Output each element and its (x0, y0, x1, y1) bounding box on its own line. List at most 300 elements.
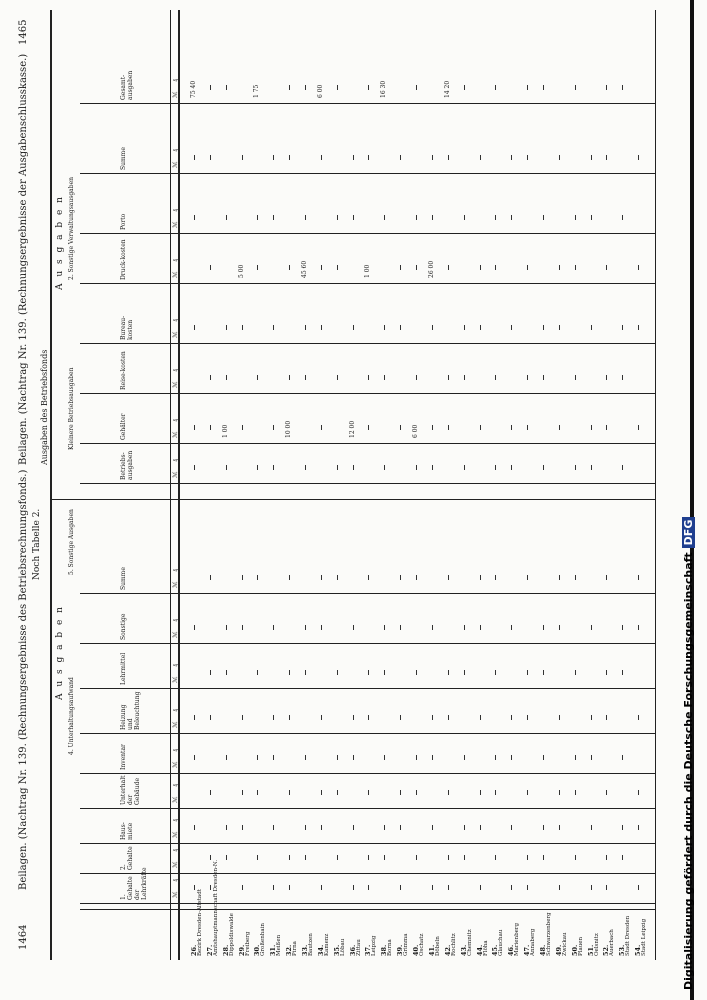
cell-dash (622, 625, 623, 630)
cell-dash (210, 885, 211, 890)
row-label: Rochlitz (450, 933, 457, 956)
cell-dash (194, 215, 195, 220)
cell-value: 14 20 (443, 80, 451, 98)
cell-dash (416, 85, 417, 90)
column-header: Gesamt-ausgaben (120, 70, 134, 100)
unit-mark: ₰ (172, 619, 179, 622)
cell-dash (321, 715, 322, 720)
cell-dash (416, 670, 417, 675)
row-number: 47. (523, 944, 532, 956)
cell-dash (384, 755, 385, 760)
cell-dash (337, 215, 338, 220)
cell-dash (321, 265, 322, 270)
unit-mark: ₰ (172, 709, 179, 712)
cell-dash (480, 885, 481, 890)
row-label: Dippoldiswalde (228, 913, 235, 956)
column-rule (80, 343, 655, 344)
cell-dash (575, 855, 576, 860)
cell-dash (384, 375, 385, 380)
cell-dash (543, 85, 544, 90)
cell-dash (606, 855, 607, 860)
cell-dash (511, 465, 512, 470)
cell-dash (321, 425, 322, 430)
cell-dash (480, 325, 481, 330)
cell-dash (591, 425, 592, 430)
cell-dash (448, 715, 449, 720)
cell-dash (464, 670, 465, 675)
column-rule (80, 103, 655, 104)
row-label: Glauchau (498, 929, 505, 956)
cell-dash (400, 625, 401, 630)
group-heading-betrieb: Kleinere Betriebsausgaben (68, 367, 75, 450)
cell-dash (400, 575, 401, 580)
cell-dash (622, 755, 623, 760)
cell-dash (638, 425, 639, 430)
unit-mark: ₰ (172, 749, 179, 752)
row-label: Bautzen (308, 933, 315, 956)
cell-dash (368, 375, 369, 380)
cell-dash (305, 85, 306, 90)
cell-dash (559, 885, 560, 890)
row-number: 30. (253, 944, 262, 956)
row-number: 33. (301, 944, 310, 956)
column-header: Porto (120, 213, 127, 230)
cell-dash (622, 215, 623, 220)
cell-dash (464, 755, 465, 760)
cell-dash (305, 375, 306, 380)
column-header: 1. Gehalte der Lehrkräfte (120, 867, 148, 900)
cell-dash (575, 465, 576, 470)
cell-dash (242, 790, 243, 795)
cell-dash (480, 790, 481, 795)
column-rule (80, 773, 655, 774)
cell-dash (242, 715, 243, 720)
cell-value: 5 00 (237, 264, 245, 278)
cell-value: 1 00 (364, 264, 372, 278)
column-header: Betriebs-ausgaben (120, 450, 134, 480)
column-header: Summe (120, 147, 127, 170)
cell-dash (289, 670, 290, 675)
cell-dash (559, 265, 560, 270)
cell-dash (432, 625, 433, 630)
row-number: 39. (396, 944, 405, 956)
cell-dash (638, 625, 639, 630)
cell-dash (495, 790, 496, 795)
row-label: Großenhain (260, 923, 267, 956)
cell-dash (622, 825, 623, 830)
row-label: Oelsnitz (593, 933, 600, 956)
cell-dash (353, 215, 354, 220)
cell-dash (638, 265, 639, 270)
column-header: 2. Gehalte (120, 846, 134, 870)
column-rule (80, 283, 655, 284)
cell-dash (495, 755, 496, 760)
cell-dash (289, 265, 290, 270)
cell-value: 16 30 (380, 80, 388, 98)
row-number: 41. (427, 944, 436, 956)
cell-dash (495, 215, 496, 220)
cell-dash (559, 790, 560, 795)
column-header: Druck-kosten (120, 239, 127, 280)
cell-dash (591, 825, 592, 830)
row-label: Döbeln (434, 936, 441, 956)
cell-dash (606, 155, 607, 160)
cell-dash (400, 825, 401, 830)
cell-dash (400, 155, 401, 160)
cell-dash (321, 575, 322, 580)
cell-dash (400, 325, 401, 330)
cell-dash (368, 85, 369, 90)
cell-dash (495, 855, 496, 860)
cell-dash (511, 755, 512, 760)
cell-dash (543, 855, 544, 860)
cell-dash (591, 325, 592, 330)
cell-dash (591, 155, 592, 160)
cell-value: 6 00 (412, 424, 420, 438)
cell-dash (337, 265, 338, 270)
column-rule (80, 733, 655, 734)
cell-value: 26 00 (427, 260, 435, 278)
cell-dash (384, 625, 385, 630)
header-bottom-rule-2 (178, 10, 180, 960)
unit-mark: ₰ (172, 209, 179, 212)
cell-dash (464, 625, 465, 630)
cell-dash (226, 825, 227, 830)
unit-mark: ₰ (172, 259, 179, 262)
cell-dash (591, 885, 592, 890)
cell-dash (194, 825, 195, 830)
cell-dash (543, 670, 544, 675)
cell-dash (432, 215, 433, 220)
running-title-left: Beilagen. (Nachtrag Nr. 139. (Rechnungsergebnisse des Betriebsrechnungsfonds.) (18, 469, 29, 890)
cell-dash (480, 425, 481, 430)
cell-dash (273, 825, 274, 830)
column-rule (80, 593, 655, 594)
cell-dash (527, 375, 528, 380)
cell-dash (305, 755, 306, 760)
cell-dash (226, 85, 227, 90)
cell-value: 1 00 (221, 424, 229, 438)
cell-dash (622, 670, 623, 675)
cell-dash (242, 155, 243, 160)
dfg-notice: Digitalisierung gefördert durch die Deutsche Forschungsgemeinschaft (682, 552, 695, 990)
cell-dash (543, 755, 544, 760)
cell-dash (416, 375, 417, 380)
row-label-rule (80, 909, 655, 910)
unit-mark: ℳ (172, 831, 179, 838)
column-header: Bureau-kosten (120, 315, 134, 340)
cell-dash (480, 155, 481, 160)
row-label: Marienberg (514, 922, 521, 956)
cell-dash (527, 670, 528, 675)
row-label: Stadt Dresden (625, 915, 632, 956)
cell-dash (511, 885, 512, 890)
cell-dash (321, 885, 322, 890)
cell-dash (337, 575, 338, 580)
cell-dash (416, 790, 417, 795)
column-rule (80, 688, 655, 689)
cell-dash (432, 425, 433, 430)
column-rule (80, 843, 655, 844)
gutter-rule (50, 499, 655, 500)
cell-dash (210, 575, 211, 580)
cell-value: 1 75 (253, 84, 261, 98)
row-number: 27. (205, 944, 214, 956)
cell-dash (368, 715, 369, 720)
cell-dash (226, 670, 227, 675)
unit-mark: ℳ (172, 796, 179, 803)
cell-dash (464, 375, 465, 380)
row-number: 46. (507, 944, 516, 956)
cell-dash (194, 715, 195, 720)
row-number: 43. (459, 944, 468, 956)
row-number: 44. (475, 944, 484, 956)
cell-dash (559, 425, 560, 430)
cell-dash (289, 375, 290, 380)
row-label: Amtshauptmannschaft Dresden-N. (212, 859, 219, 956)
cell-dash (606, 885, 607, 890)
unit-mark: ₰ (172, 79, 179, 82)
cell-dash (559, 625, 560, 630)
cell-dash (242, 575, 243, 580)
cell-dash (591, 465, 592, 470)
page-number-right: 1465 (18, 19, 29, 45)
row-label: Zittau (355, 939, 362, 956)
cell-dash (194, 325, 195, 330)
dfg-footer (682, 90, 695, 990)
cell-dash (480, 825, 481, 830)
unit-mark: ₰ (172, 849, 179, 852)
cell-dash (400, 790, 401, 795)
cell-dash (210, 425, 211, 430)
cell-dash (543, 825, 544, 830)
cell-dash (464, 465, 465, 470)
row-number: 40. (412, 944, 421, 956)
cell-dash (448, 855, 449, 860)
cell-dash (400, 715, 401, 720)
cell-dash (416, 855, 417, 860)
cell-dash (257, 215, 258, 220)
cell-dash (194, 155, 195, 160)
cell-dash (226, 465, 227, 470)
unit-mark: ₰ (172, 419, 179, 422)
cell-dash (242, 325, 243, 330)
cell-dash (527, 855, 528, 860)
cell-dash (543, 375, 544, 380)
cell-dash (226, 625, 227, 630)
ausgaben-heading-right: A u s g a b e n (55, 195, 65, 290)
cell-value: 45 60 (301, 260, 309, 278)
cell-dash (495, 375, 496, 380)
cell-dash (289, 790, 290, 795)
cell-dash (289, 715, 290, 720)
cell-dash (606, 575, 607, 580)
cell-dash (242, 885, 243, 890)
cell-dash (289, 85, 290, 90)
unit-mark: ℳ (172, 581, 179, 588)
cell-dash (606, 85, 607, 90)
cell-dash (368, 425, 369, 430)
cell-dash (591, 715, 592, 720)
column-header: Gehälter (120, 413, 127, 440)
cell-dash (257, 790, 258, 795)
cell-dash (242, 825, 243, 830)
cell-dash (273, 425, 274, 430)
column-header: Reise-kosten (120, 351, 127, 390)
cell-dash (257, 465, 258, 470)
unit-mark: ₰ (172, 459, 179, 462)
cell-dash (273, 885, 274, 890)
cell-dash (226, 855, 227, 860)
cell-dash (495, 85, 496, 90)
cell-dash (321, 155, 322, 160)
column-rule (80, 873, 655, 874)
cell-dash (527, 425, 528, 430)
cell-dash (575, 755, 576, 760)
cell-dash (210, 670, 211, 675)
cell-dash (575, 790, 576, 795)
unit-mark: ₰ (172, 784, 179, 787)
cell-dash (527, 790, 528, 795)
cell-dash (495, 575, 496, 580)
unit-mark: ℳ (172, 891, 179, 898)
cell-dash (638, 325, 639, 330)
cell-dash (305, 670, 306, 675)
unit-mark: ₰ (172, 369, 179, 372)
column-rule (80, 393, 655, 394)
cell-dash (575, 85, 576, 90)
row-number: 32. (285, 944, 294, 956)
column-header: Inventar (120, 744, 127, 770)
cell-dash (257, 265, 258, 270)
cell-dash (448, 265, 449, 270)
cell-dash (353, 155, 354, 160)
cell-dash (273, 715, 274, 720)
unit-mark: ℳ (172, 861, 179, 868)
column-rule (80, 443, 655, 444)
cell-dash (543, 215, 544, 220)
row-label: Bezirk Dresden-Altstadt (197, 889, 203, 956)
row-label: Chemnitz (466, 929, 473, 956)
cell-dash (289, 575, 290, 580)
cell-dash (226, 375, 227, 380)
cell-dash (400, 425, 401, 430)
cell-dash (448, 155, 449, 160)
cell-dash (511, 155, 512, 160)
cell-dash (257, 575, 258, 580)
cell-dash (273, 625, 274, 630)
cell-dash (464, 855, 465, 860)
cell-dash (606, 670, 607, 675)
unit-mark: ℳ (172, 331, 179, 338)
cell-dash (289, 155, 290, 160)
cell-dash (368, 885, 369, 890)
cell-dash (638, 155, 639, 160)
row-label: Stadt Leipzig (641, 918, 648, 956)
cell-dash (622, 465, 623, 470)
running-title-right: Beilagen. (Nachtrag Nr. 139. (Rechnungsergebnisse der Ausgabenschlusskasse.) (18, 53, 29, 465)
column-rule (80, 483, 655, 484)
cell-dash (527, 155, 528, 160)
cell-dash (368, 155, 369, 160)
column-rule (80, 233, 655, 234)
cell-dash (448, 425, 449, 430)
cell-dash (321, 325, 322, 330)
row-label: Annaberg (530, 928, 537, 956)
cell-dash (384, 325, 385, 330)
cell-dash (559, 715, 560, 720)
cell-dash (321, 825, 322, 830)
column-header: Sonstige (120, 613, 127, 640)
cell-dash (432, 715, 433, 720)
cell-dash (575, 670, 576, 675)
cell-dash (368, 790, 369, 795)
cell-dash (242, 625, 243, 630)
column-rule (80, 808, 655, 809)
cell-dash (527, 715, 528, 720)
cell-dash (337, 85, 338, 90)
row-number: 48. (538, 944, 547, 956)
cell-dash (480, 265, 481, 270)
cell-dash (305, 825, 306, 830)
row-number: 42. (443, 944, 452, 956)
cell-dash (448, 375, 449, 380)
cell-dash (527, 85, 528, 90)
cell-dash (559, 825, 560, 830)
cell-dash (353, 885, 354, 890)
cell-dash (622, 375, 623, 380)
row-label: Zwickau (561, 932, 568, 956)
group-heading-sonstige: 5. Sonstige Ausgaben (68, 509, 75, 575)
cell-dash (591, 625, 592, 630)
cell-dash (495, 670, 496, 675)
cell-dash (638, 790, 639, 795)
cell-value: 75 40 (190, 80, 197, 98)
cell-dash (448, 575, 449, 580)
unit-mark: ℳ (172, 271, 179, 278)
cell-dash (495, 465, 496, 470)
cell-dash (353, 625, 354, 630)
cell-dash (210, 265, 211, 270)
cell-dash (511, 625, 512, 630)
cell-dash (194, 465, 195, 470)
cell-dash (606, 425, 607, 430)
cell-dash (638, 715, 639, 720)
column-header: Heizung und Beleuchtung (120, 691, 141, 730)
cell-dash (226, 755, 227, 760)
column-header: Unterhalt der Gebäude (120, 775, 141, 805)
unit-mark: ℳ (172, 161, 179, 168)
cell-dash (305, 855, 306, 860)
column-rule (80, 643, 655, 644)
cell-dash (495, 265, 496, 270)
cell-dash (511, 715, 512, 720)
unit-mark: ℳ (172, 676, 179, 683)
table-bottom-rule (655, 10, 656, 960)
cell-dash (226, 215, 227, 220)
cell-dash (194, 755, 195, 760)
cell-dash (257, 755, 258, 760)
unit-mark: ℳ (172, 721, 179, 728)
cell-dash (257, 375, 258, 380)
cell-dash (353, 825, 354, 830)
row-label: Freiberg (244, 931, 251, 956)
cell-dash (638, 825, 639, 830)
row-number: 26. (190, 944, 198, 956)
table-top-rule (50, 10, 52, 960)
cell-dash (305, 215, 306, 220)
cell-dash (416, 575, 417, 580)
